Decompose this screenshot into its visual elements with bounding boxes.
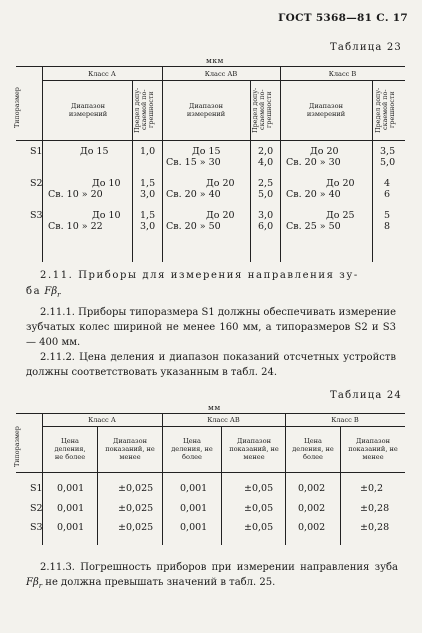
table23-class-a: Класс А — [88, 70, 116, 78]
table24-b-div-header: Цена деления, не более — [292, 437, 334, 461]
table23-class-ab: Класс АВ — [204, 70, 238, 78]
f-beta-symbol: $F\beta_r$ — [44, 286, 61, 299]
t23-s3-ab-range1: До 20 — [206, 210, 235, 221]
t23-s1-ab-range1: До 15 — [192, 146, 221, 157]
t24-s2-ab-range: ±0,05 — [244, 503, 274, 514]
para-2-11-2: 2.11.2. Цена деления и диапазон показаний отсчетных устройств должны соответствовать указанным в табл. 24. — [26, 352, 396, 378]
t24-s2-b-range: ±0,28 — [360, 503, 390, 514]
t23-s1-b-err2: 5,0 — [380, 157, 396, 168]
para-2-11-cont: ба $F\beta_r$ — [26, 286, 61, 299]
t23-s2-ab-range2: Св. 20 » 40 — [166, 189, 221, 200]
t23-s3-b-err1: 5 — [384, 210, 391, 221]
t24-s3-ab-div: 0,001 — [180, 522, 208, 533]
t23-s2-a-err2: 3,0 — [140, 189, 156, 200]
t24-s1-ab-div: 0,001 — [180, 483, 208, 494]
t24-s2-size: S2 — [30, 503, 43, 514]
table23-b-err-header: Предел допу-скаемой по-грешности — [374, 87, 396, 133]
table24-ab-range-header: Диапазон показаний, не менее — [229, 437, 279, 461]
t24-s2-a-range: ±0,025 — [118, 503, 154, 514]
t23-s3-b-range1: До 25 — [326, 210, 355, 221]
t23-s3-a-range1: До 10 — [92, 210, 121, 221]
t23-s1-size: S1 — [30, 146, 43, 157]
t23-s2-a-err1: 1,5 — [140, 178, 156, 189]
table24-size-header: Типоразмер — [13, 426, 21, 468]
t23-s2-ab-range1: До 20 — [206, 178, 235, 189]
table24-caption: Таблица 24 — [330, 390, 402, 401]
t23-s2-b-err2: 6 — [384, 189, 391, 200]
t24-s2-b-div: 0,002 — [298, 503, 326, 514]
table24-ab-div-header: Цена деления, не более — [171, 437, 213, 461]
table24-a-div-header: Цена деления, не более — [54, 437, 86, 461]
table23-a-err-header: Предел допу-скаемой по-грешности — [133, 87, 155, 133]
table23-caption: Таблица 23 — [330, 42, 402, 53]
t24-s3-a-div: 0,001 — [57, 522, 85, 533]
t23-s1-b-range2: Св. 20 » 30 — [286, 157, 341, 168]
t23-s3-a-range2: Св. 10 » 22 — [48, 221, 103, 232]
t23-s3-ab-range2: Св. 20 » 50 — [166, 221, 221, 232]
t24-s1-size: S1 — [30, 483, 43, 494]
para-2-11-1: 2.11.1. Приборы типоразмера S1 должны обеспечивать измерение зубчатых колес шириной не менее 160 мм, а типоразмеров S2 и S3 — 400 мм. — [26, 307, 396, 348]
f-beta-symbol-2: $F\beta_r$ — [26, 577, 43, 590]
t23-s2-a-range2: Св. 10 » 20 — [48, 189, 103, 200]
t24-s2-a-div: 0,001 — [57, 503, 85, 514]
table23-b-range-header: Диапазон измерений — [306, 102, 346, 118]
table24-class-a: Класс А — [88, 416, 116, 424]
t23-s2-size: S2 — [30, 178, 43, 189]
table24-a-range-header: Диапазон показаний, не менее — [105, 437, 155, 461]
table23-ab-err-header: Предел допу-скаемой по-грешности — [251, 87, 273, 133]
t23-s3-size: S3 — [30, 210, 43, 221]
t23-s2-ab-err2: 5,0 — [258, 189, 274, 200]
t23-s1-ab-range2: Св. 15 » 30 — [166, 157, 221, 168]
t24-s3-ab-range: ±0,05 — [244, 522, 274, 533]
t24-s1-a-div: 0,001 — [57, 483, 85, 494]
t24-s3-b-range: ±0,28 — [360, 522, 390, 533]
page-header: ГОСТ 5368—81 С. 17 — [278, 12, 408, 24]
table23-units: мкм — [206, 56, 224, 65]
table24-b-range-header: Диапазон показаний, не менее — [348, 437, 398, 461]
t23-s1-b-err1: 3,5 — [380, 146, 396, 157]
t24-s3-a-range: ±0,025 — [118, 522, 154, 533]
t23-s1-a-range1: До 15 — [80, 146, 109, 157]
t23-s1-a-err1: 1,0 — [140, 146, 156, 157]
t23-s2-b-range1: До 20 — [326, 178, 355, 189]
t23-s3-b-range2: Св. 25 » 50 — [286, 221, 341, 232]
t24-s2-ab-div: 0,001 — [180, 503, 208, 514]
t23-s3-ab-err1: 3,0 — [258, 210, 274, 221]
table24-units: мм — [208, 403, 221, 412]
table23-class-b: Класс В — [328, 70, 357, 78]
t23-s1-ab-err2: 4,0 — [258, 157, 274, 168]
t24-s1-a-range: ±0,025 — [118, 483, 154, 494]
t23-s3-b-err2: 8 — [384, 221, 391, 232]
t23-s3-a-err1: 1,5 — [140, 210, 156, 221]
t23-s1-ab-err1: 2,0 — [258, 146, 274, 157]
t24-s3-size: S3 — [30, 522, 43, 533]
table23-ab-range-header: Диапазон измерений — [186, 102, 226, 118]
t23-s2-ab-err1: 2,5 — [258, 178, 274, 189]
t23-s2-a-range1: До 10 — [92, 178, 121, 189]
table23-a-range-header: Диапазон измерений — [68, 102, 108, 118]
t23-s2-b-err1: 4 — [384, 178, 391, 189]
para-2-11-3: 2.11.3. Погрешность приборов при измерении направления зуба $F\beta_r$ не должна превышать значений в табл. 25. — [26, 562, 398, 590]
t23-s2-b-range2: Св. 20 » 40 — [286, 189, 341, 200]
t23-s3-ab-err2: 6,0 — [258, 221, 274, 232]
table23-size-header: Типоразмер — [13, 87, 21, 129]
t24-s1-b-range: ±0,2 — [360, 483, 384, 494]
t24-s1-ab-range: ±0,05 — [244, 483, 274, 494]
t23-s3-a-err2: 3,0 — [140, 221, 156, 232]
t24-s1-b-div: 0,002 — [298, 483, 326, 494]
table24-class-b: Класс В — [331, 416, 359, 424]
t24-s3-b-div: 0,002 — [298, 522, 326, 533]
table24-class-ab: Класс АВ — [207, 416, 240, 424]
t23-s1-b-range1: До 20 — [310, 146, 339, 157]
para-2-11: 2.11. Приборы для измерения направления зу- — [40, 270, 359, 281]
